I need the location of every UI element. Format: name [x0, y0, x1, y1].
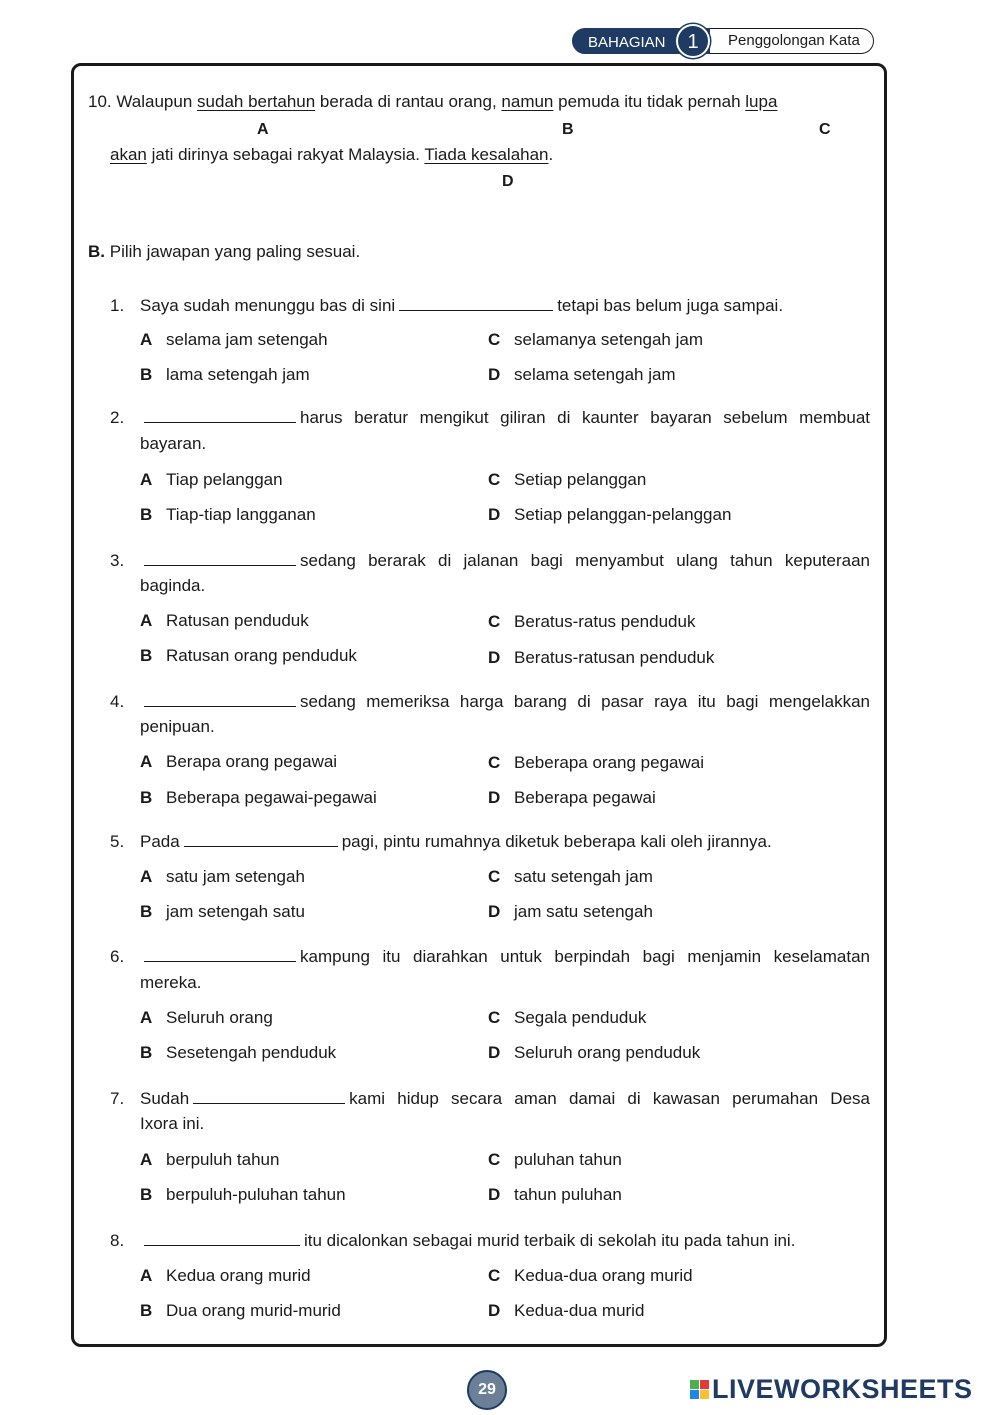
q10-end: . — [548, 145, 554, 164]
section-b-letter: B. — [88, 242, 105, 261]
q10-line1 — [88, 92, 777, 112]
question-8-option-a[interactable]: A Kedua orang murid — [140, 1266, 311, 1285]
q10-label-a: A — [257, 121, 269, 138]
q10-mid2: pemuda itu tidak pernah — [558, 92, 741, 111]
question-7-before: Sudah — [140, 1089, 190, 1108]
question-7-blank[interactable] — [193, 1102, 345, 1104]
question-8-option-b[interactable]: B Dua orang murid-murid — [140, 1301, 341, 1320]
q10-line2 — [110, 145, 553, 165]
question-6-option-c[interactable]: C Segala penduduk — [488, 1008, 647, 1027]
question-3-line2: baginda. — [140, 576, 206, 595]
question-5-after: pagi, pintu rumahnya diketuk beberapa kali oleh jirannya. — [341, 832, 772, 851]
question-6-blank[interactable] — [144, 960, 296, 962]
question-1-before: Saya sudah menunggu bas di sini — [140, 296, 396, 315]
q10-number: 10. — [88, 92, 112, 111]
question-2-number: 2. — [110, 408, 125, 427]
question-3-option-a[interactable]: A Ratusan penduduk — [140, 611, 309, 630]
page-number: 29 — [467, 1370, 507, 1410]
question-7-option-c[interactable]: C puluhan tahun — [488, 1150, 622, 1169]
question-4-blank[interactable] — [144, 705, 296, 707]
section-number: 1 — [676, 24, 710, 58]
question-2-option-b[interactable]: B Tiap-tiap langganan — [140, 505, 316, 524]
question-4-option-c[interactable]: C Beberapa orang pegawai — [488, 753, 704, 772]
question-8-option-c[interactable]: C Kedua-dua orang murid — [488, 1266, 693, 1285]
question-2-blank[interactable] — [144, 421, 296, 423]
question-4-after: sedang memeriksa harga barang di pasar raya itu bagi mengelakkan — [300, 692, 870, 711]
question-6-option-a[interactable]: A Seluruh orang — [140, 1008, 273, 1027]
question-4-option-b[interactable]: B Beberapa pegawai-pegawai — [140, 788, 377, 807]
section-b-instruction: Pilih jawapan yang paling sesuai. — [109, 242, 361, 261]
question-4-stem — [110, 692, 870, 712]
liveworksheets-logo-text: LIVEWORKSHEETS — [712, 1374, 973, 1404]
q10-pre: Walaupun — [116, 92, 193, 111]
question-7-stem — [110, 1089, 870, 1109]
question-1-option-a[interactable]: A selama jam setengah — [140, 330, 328, 349]
question-5-option-a[interactable]: A satu jam setengah — [140, 867, 305, 886]
question-3-option-c[interactable]: C Beratus-ratus penduduk — [488, 612, 696, 631]
liveworksheets-logo[interactable] — [690, 1374, 973, 1405]
question-5-blank[interactable] — [184, 845, 338, 847]
question-7-option-b[interactable]: B berpuluh-puluhan tahun — [140, 1185, 346, 1204]
question-2-stem — [110, 408, 870, 428]
question-1-option-c[interactable]: C selamanya setengah jam — [488, 330, 704, 349]
section-label: BAHAGIAN — [572, 28, 722, 54]
liveworksheets-logo-icon — [690, 1380, 710, 1400]
question-2-option-a[interactable]: A Tiap pelanggan — [140, 470, 283, 489]
q10-option-c-text2[interactable]: akan — [110, 145, 147, 164]
question-4-line2: penipuan. — [140, 717, 215, 736]
question-5-option-b[interactable]: B jam setengah satu — [140, 902, 305, 921]
question-2-option-c[interactable]: C Setiap pelanggan — [488, 470, 647, 489]
question-3-after: sedang berarak di jalanan bagi menyambut ulang tahun keputeraan — [300, 551, 870, 570]
q10-mid1: berada di rantau orang, — [319, 92, 497, 111]
question-5-number: 5. — [110, 832, 125, 851]
q10-option-a-text[interactable]: sudah bertahun — [197, 92, 316, 111]
question-5-option-d[interactable]: D jam satu setengah — [488, 902, 653, 921]
question-8-number: 8. — [110, 1231, 125, 1250]
question-4-number: 4. — [110, 692, 125, 711]
q10-option-c-text1[interactable]: lupa — [745, 92, 778, 111]
question-7-number: 7. — [110, 1089, 125, 1108]
question-1-after: tetapi bas belum juga sampai. — [557, 296, 784, 315]
question-7-option-d[interactable]: D tahun puluhan — [488, 1185, 622, 1204]
section-header — [572, 24, 874, 58]
question-2-line2: bayaran. — [140, 434, 207, 453]
q10-label-d: D — [502, 173, 514, 190]
question-8-option-d[interactable]: D Kedua-dua murid — [488, 1301, 645, 1320]
question-5-before: Pada — [140, 832, 180, 851]
question-6-line2: mereka. — [140, 973, 202, 992]
question-1-number: 1. — [110, 296, 125, 315]
q10-option-d-text[interactable]: Tiada kesalahan — [424, 145, 549, 164]
question-6-number: 6. — [110, 947, 125, 966]
question-1-option-b[interactable]: B lama setengah jam — [140, 365, 310, 384]
question-1-stem — [110, 296, 783, 316]
chapter-title — [710, 28, 874, 54]
question-4-option-d[interactable]: D Beberapa pegawai — [488, 788, 656, 807]
question-1-blank[interactable] — [399, 309, 553, 311]
question-3-option-d[interactable]: D Beratus-ratusan penduduk — [488, 648, 715, 667]
question-3-option-b[interactable]: B Ratusan orang penduduk — [140, 646, 357, 665]
q10-label-b: B — [562, 121, 574, 138]
question-6-stem — [110, 947, 870, 967]
q10-option-b-text[interactable]: namun — [501, 92, 554, 111]
question-3-stem — [110, 551, 870, 571]
question-7-after: kami hidup secara aman damai di kawasan perumahan Desa — [349, 1089, 870, 1108]
q10-mid3: jati dirinya sebagai rakyat Malaysia. — [151, 145, 420, 164]
question-5-option-c[interactable]: C satu setengah jam — [488, 867, 653, 886]
q10-label-c: C — [819, 121, 831, 138]
question-6-option-b[interactable]: B Sesetengah penduduk — [140, 1043, 337, 1062]
section-b-heading — [88, 242, 360, 262]
question-6-after: kampung itu diarahkan untuk berpindah bagi menjamin keselamatan — [300, 947, 870, 966]
question-8-stem — [110, 1231, 795, 1251]
question-8-blank[interactable] — [144, 1244, 300, 1246]
question-7-line2: Ixora ini. — [140, 1114, 205, 1133]
question-3-blank[interactable] — [144, 564, 296, 566]
question-6-option-d[interactable]: D Seluruh orang penduduk — [488, 1043, 701, 1062]
question-4-option-a[interactable]: A Berapa orang pegawai — [140, 752, 338, 771]
question-2-after: harus beratur mengikut giliran di kaunter bayaran sebelum membuat — [300, 408, 870, 427]
question-8-after: itu dicalonkan sebagai murid terbaik di sekolah itu pada tahun ini. — [304, 1231, 796, 1250]
question-3-number: 3. — [110, 551, 125, 570]
question-2-option-d[interactable]: D Setiap pelanggan-pelanggan — [488, 505, 732, 524]
question-7-option-a[interactable]: A berpuluh tahun — [140, 1150, 280, 1169]
question-1-option-d[interactable]: D selama setengah jam — [488, 365, 676, 384]
chapter-title-text: Penggolongan Kata — [728, 32, 860, 49]
question-5-stem — [110, 832, 772, 852]
